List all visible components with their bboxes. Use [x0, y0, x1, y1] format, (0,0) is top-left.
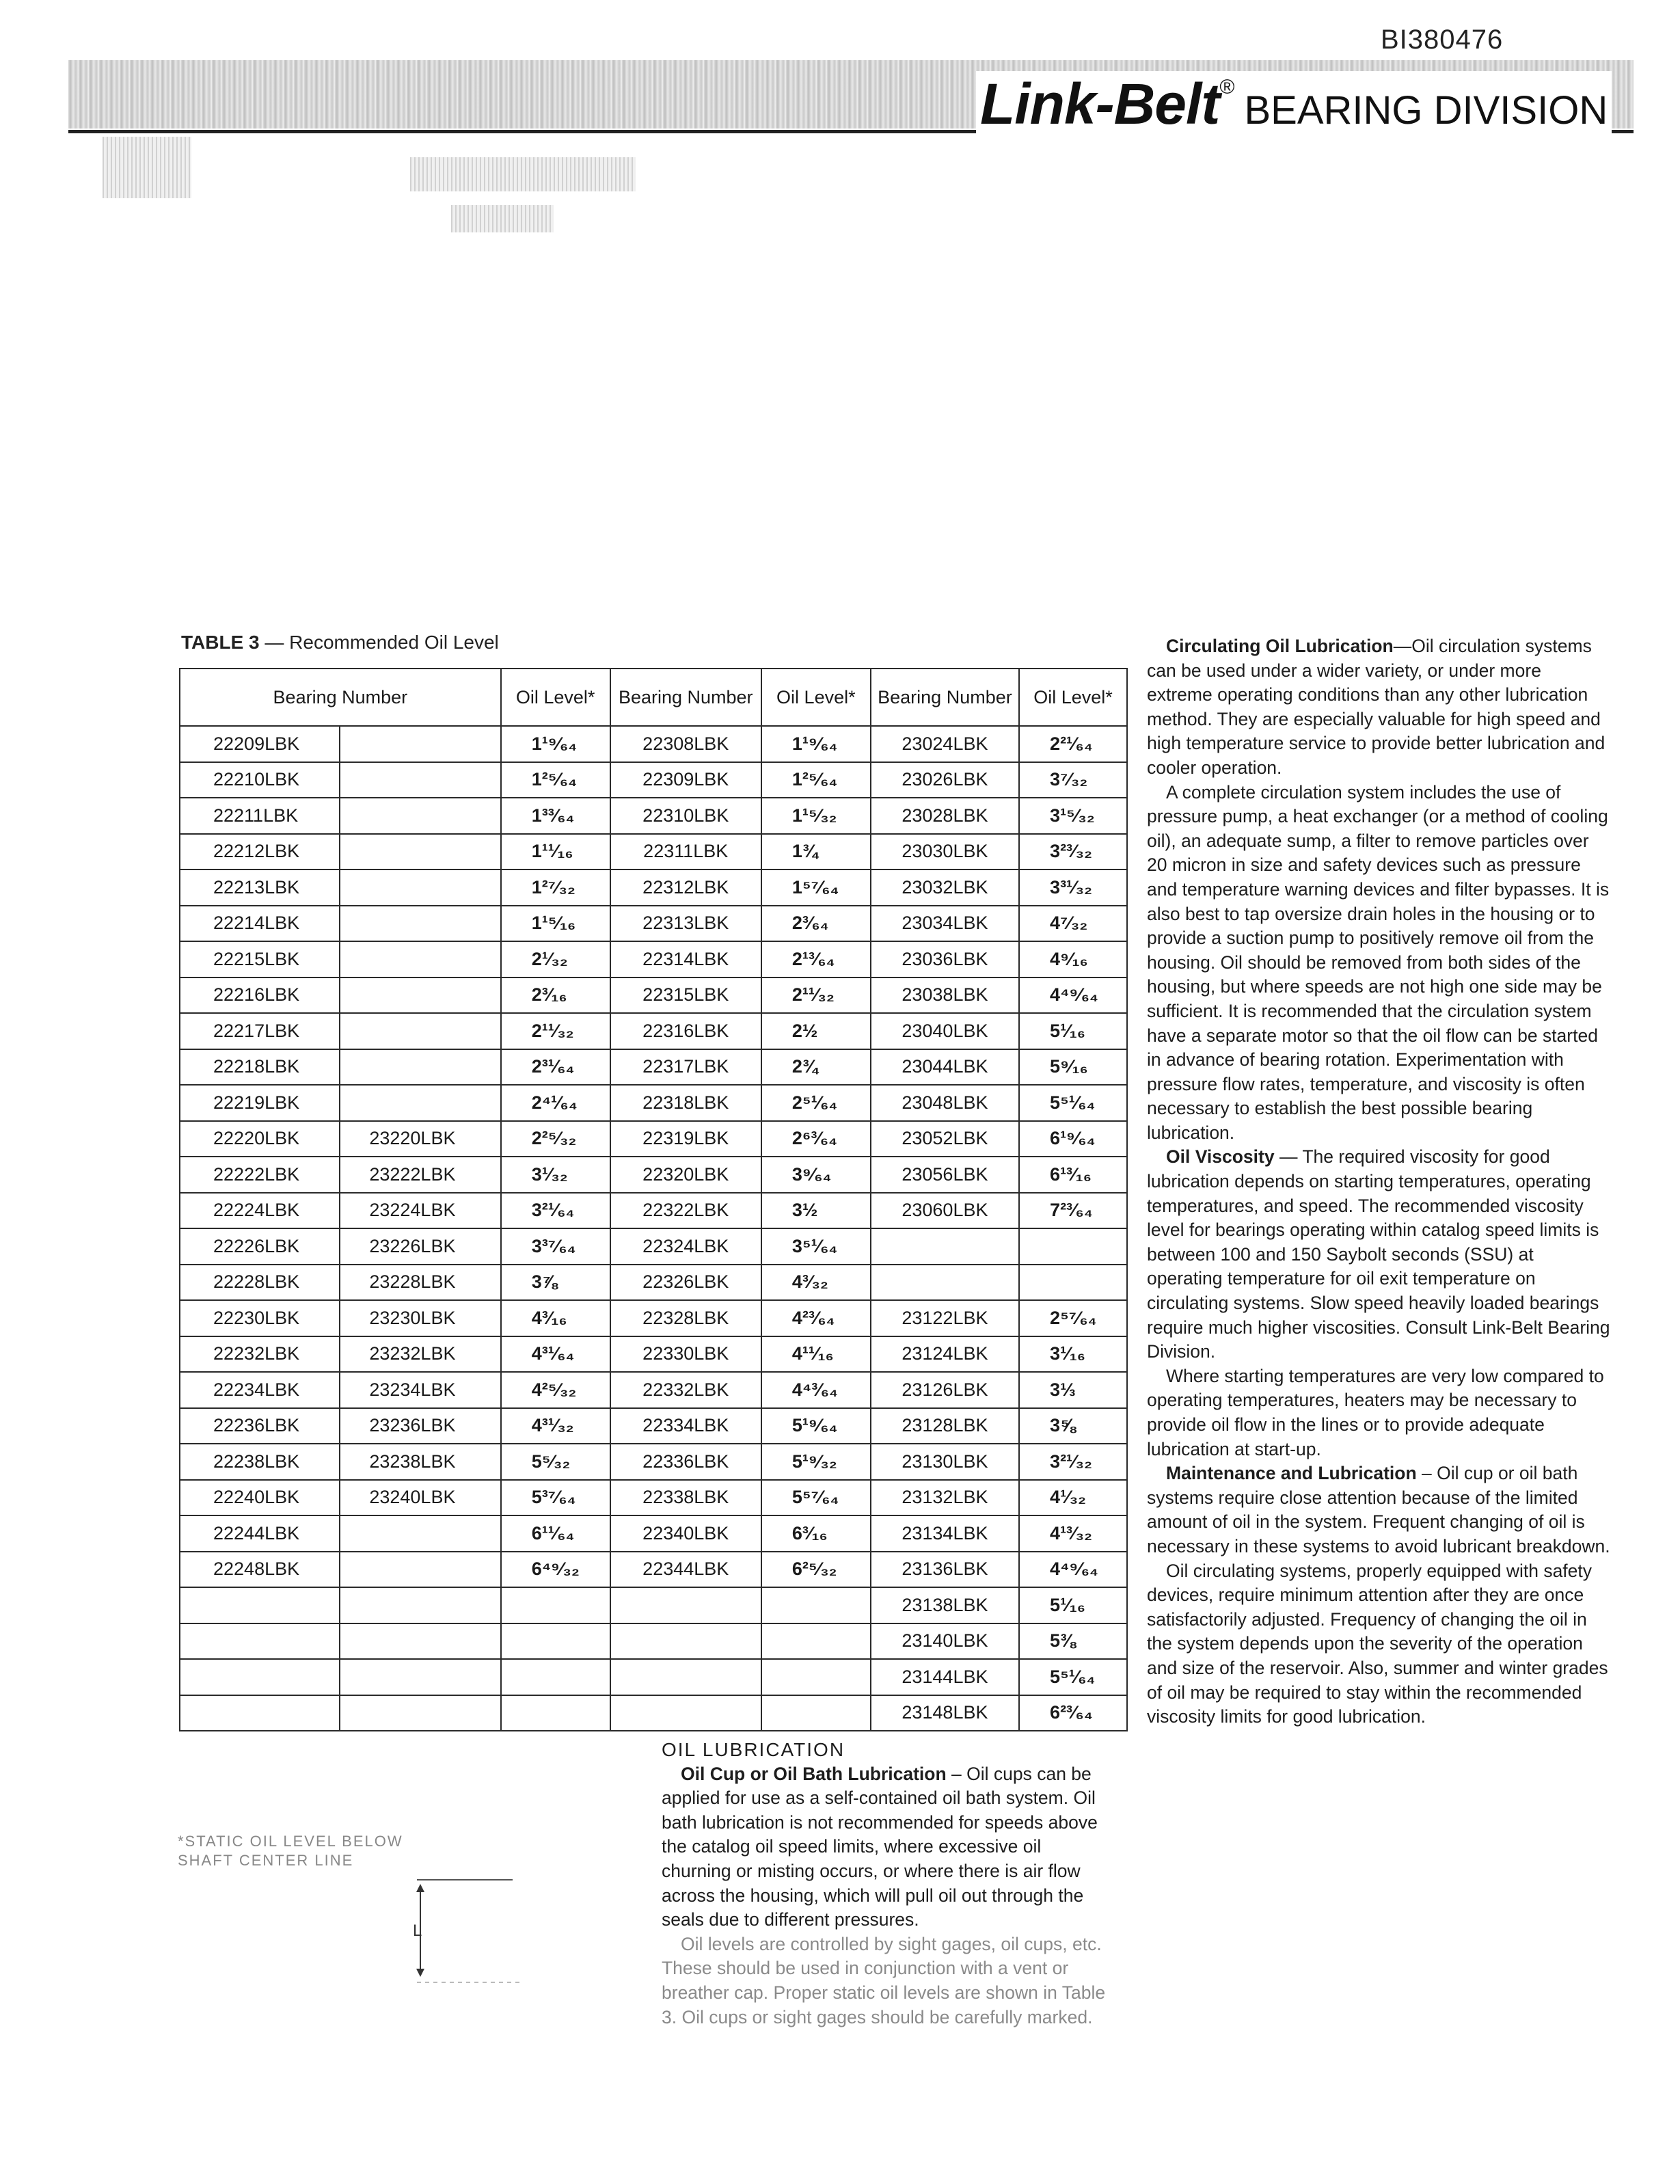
table-cell: [501, 1659, 610, 1695]
table-cell: 2²¹⁄₆₄: [1019, 726, 1127, 762]
table-row: [180, 834, 1127, 870]
table-row: [180, 1515, 1127, 1552]
table-row: [180, 1372, 1127, 1408]
header-bearing-number-3: Bearing Number: [871, 669, 1019, 726]
table-cell: 2¾: [761, 1049, 871, 1086]
table-cell: 22319LBK: [610, 1121, 761, 1157]
table-cell: 23236LBK: [340, 1408, 500, 1444]
table-cell: 3³¹⁄₃₂: [1019, 869, 1127, 906]
table-cell: 23034LBK: [871, 906, 1019, 942]
table-cell: 22236LBK: [180, 1408, 340, 1444]
table-cell: 22314LBK: [610, 941, 761, 978]
table-cell: 1¹⁵⁄₁₆: [501, 906, 610, 942]
division-name: BEARING DIVISION: [1244, 88, 1608, 133]
table-row: [180, 1444, 1127, 1480]
table-title-text: — Recommended Oil Level: [259, 632, 499, 653]
heading-viscosity: Oil Viscosity: [1166, 1146, 1275, 1168]
table-cell: [1019, 1228, 1127, 1265]
heading-circulating: Circulating Oil Lubrication: [1166, 636, 1394, 656]
table-cell: [180, 1623, 340, 1660]
table-cell: 23028LBK: [871, 798, 1019, 834]
table-cell: 22224LBK: [180, 1193, 340, 1229]
table-cell: 3²³⁄₃₂: [1019, 834, 1127, 870]
table-cell: 3¹⁄₃₂: [501, 1157, 610, 1193]
arrow-up-icon: [416, 1884, 424, 1892]
table-cell: [340, 798, 500, 834]
table-cell: [501, 1695, 610, 1731]
table-cell: 22209LBK: [180, 726, 340, 762]
table-cell: [340, 1695, 500, 1731]
table-cell: 23144LBK: [871, 1659, 1019, 1695]
table-cell: [340, 906, 500, 942]
table-cell: 23228LBK: [340, 1265, 500, 1301]
table-row: [180, 941, 1127, 978]
table-cell: [761, 1623, 871, 1660]
document-id: BI380476: [1381, 25, 1504, 55]
table-cell: 23148LBK: [871, 1695, 1019, 1731]
brand-logo: [976, 71, 1612, 137]
heading-maintenance: Maintenance and Lubrication: [1166, 1463, 1417, 1484]
table-cell: [761, 1695, 871, 1731]
table-cell: 23238LBK: [340, 1444, 500, 1480]
table-cell: [340, 869, 500, 906]
table-cell: 1⁵⁷⁄₆₄: [761, 869, 871, 906]
table-cell: 2²⁵⁄₃₂: [501, 1121, 610, 1157]
table-cell: 22210LBK: [180, 762, 340, 798]
table-cell: [610, 1587, 761, 1623]
table-cell: 22344LBK: [610, 1552, 761, 1588]
table-cell: 4¹¹⁄₁₆: [761, 1336, 871, 1373]
table-cell: 23036LBK: [871, 941, 1019, 978]
table-row: [180, 1336, 1127, 1373]
table-cell: 2¹¹⁄₃₂: [501, 1013, 610, 1049]
table-title-number: TABLE 3: [181, 632, 260, 653]
table-cell: 22332LBK: [610, 1372, 761, 1408]
table-row: [180, 1552, 1127, 1588]
table-cell: 3⁹⁄₆₄: [761, 1157, 871, 1193]
table-cell: 4³¹⁄₆₄: [501, 1336, 610, 1373]
paragraph-oil-cup: [662, 1762, 1113, 1932]
table-cell: [340, 1587, 500, 1623]
table-title: [181, 632, 499, 653]
table-cell: 22317LBK: [610, 1049, 761, 1086]
table-cell: 2⁶³⁄₆₄: [761, 1121, 871, 1157]
table-cell: [340, 762, 500, 798]
table-cell: 22215LBK: [180, 941, 340, 978]
table-cell: 23232LBK: [340, 1336, 500, 1373]
table-cell: 4²⁵⁄₃₂: [501, 1372, 610, 1408]
table-cell: [340, 1049, 500, 1086]
table-cell: 22334LBK: [610, 1408, 761, 1444]
table-cell: 2¹¹⁄₃₂: [761, 978, 871, 1014]
table-cell: 4³⁄₃₂: [761, 1265, 871, 1301]
table-cell: 22214LBK: [180, 906, 340, 942]
oil-level-diagram: [178, 1757, 533, 2017]
oil-level-table: [179, 668, 1128, 1731]
table-cell: 5⁵¹⁄₆₄: [1019, 1659, 1127, 1695]
table-cell: 23224LBK: [340, 1193, 500, 1229]
table-cell: 2½: [761, 1013, 871, 1049]
table-cell: 2³⁄₁₆: [501, 978, 610, 1014]
table-cell: 22340LBK: [610, 1515, 761, 1552]
paragraph-viscosity: [1147, 1145, 1612, 1364]
table-cell: 23220LBK: [340, 1121, 500, 1157]
table-row: [180, 726, 1127, 762]
header-oil-level-2: Oil Level*: [761, 669, 871, 726]
table-cell: 5⁵⁄₃₂: [501, 1444, 610, 1480]
table-cell: 4⁴⁹⁄₆₄: [1019, 1552, 1127, 1588]
table-cell: 22238LBK: [180, 1444, 340, 1480]
table-cell: 22226LBK: [180, 1228, 340, 1265]
table-cell: 23136LBK: [871, 1552, 1019, 1588]
diagram-marker: L: [413, 1922, 422, 1940]
heading-oil-cup: Oil Cup or Oil Bath Lubrication: [681, 1763, 947, 1784]
table-cell: 1¾: [761, 834, 871, 870]
header-oil-level: Oil Level*: [501, 669, 610, 726]
table-cell: [180, 1587, 340, 1623]
table-row: [180, 1157, 1127, 1193]
scan-noise: [451, 205, 554, 232]
paragraph-starting-temperatures: Where starting temperatures are very low compared to operating temperatures, heaters may be necessary to provide oil flow in the lines or to provide adequate lubrication at start-up.: [1147, 1365, 1604, 1459]
table-row: [180, 906, 1127, 942]
table-cell: 3⁷⁄₃₂: [1019, 762, 1127, 798]
header-bearing-number-2: Bearing Number: [610, 669, 761, 726]
table-cell: 4⁴⁹⁄₆₄: [1019, 978, 1127, 1014]
table-cell: [180, 1659, 340, 1695]
table-cell: 23056LBK: [871, 1157, 1019, 1193]
table-cell: [180, 1695, 340, 1731]
table-cell: [340, 834, 500, 870]
table-cell: [610, 1695, 761, 1731]
table-cell: 3⁵¹⁄₆₄: [761, 1228, 871, 1265]
table-cell: 22216LBK: [180, 978, 340, 1014]
table-row: [180, 1121, 1127, 1157]
table-cell: 22230LBK: [180, 1300, 340, 1336]
table-cell: 6¹⁹⁄₆₄: [1019, 1121, 1127, 1157]
paragraph-circulation-system: A complete circulation system includes the use of pressure pump, a heat exchanger (or a method of cooling oil), an adequate sump, a filter to remove particles over 20 micron in size and safety devices such as pressure and temperature warning devices and filter bypasses. It is also best to tap oversize drain holes in the housing or to provide a suction pump to positively remove oil from the housing. Oil should be removed from both sides of the housing, but where speeds are not high one side may be sufficient. It is recommended that the circulation system have a separate motor so that the oil flow can be started in advance of bearing rotation. Experimentation with pressure flow rates, temperature, and viscosity is often necessary to establish the best possible bearing lubrication.: [1147, 781, 1610, 1143]
table-cell: 4⁷⁄₃₂: [1019, 906, 1127, 942]
text-viscosity: — The required viscosity for good lubrication depends on starting temperatures, operating temperatures, and speed. The recommended viscosity level for bearings operating within catalog speed limits is between 100 and 150 Saybolt seconds (SSU) at operating temperature for oil exit temperature on circulating systems. Slow speed heavily loaded bearings require much higher viscosities. Consult Link-Belt Bearing Division.: [1147, 1146, 1610, 1362]
table-row: [180, 1300, 1127, 1336]
table-cell: 22315LBK: [610, 978, 761, 1014]
table-cell: 3½: [761, 1193, 871, 1229]
table-cell: 22232LBK: [180, 1336, 340, 1373]
table-cell: 23032LBK: [871, 869, 1019, 906]
table-cell: 3²¹⁄₃₂: [1019, 1444, 1127, 1480]
table-cell: [340, 1552, 500, 1588]
arrow-down-icon: [416, 1969, 424, 1977]
table-cell: 6¹¹⁄₆₄: [501, 1515, 610, 1552]
table-cell: 1¹⁵⁄₃₂: [761, 798, 871, 834]
table-cell: 4³⁄₁₆: [501, 1300, 610, 1336]
table-cell: 23048LBK: [871, 1085, 1019, 1121]
table-cell: 23138LBK: [871, 1587, 1019, 1623]
table-cell: 23038LBK: [871, 978, 1019, 1014]
table-row: [180, 1085, 1127, 1121]
table-header-row: [180, 669, 1127, 726]
table-cell: 4⁴³⁄₆₄: [761, 1372, 871, 1408]
diagram-label-line-2: SHAFT CENTER LINE: [178, 1852, 354, 1869]
table-cell: 22336LBK: [610, 1444, 761, 1480]
table-cell: 3⅞: [501, 1265, 610, 1301]
table-cell: 2⁵⁷⁄₆₄: [1019, 1300, 1127, 1336]
table-cell: 23134LBK: [871, 1515, 1019, 1552]
table-row: [180, 869, 1127, 906]
table-cell: 22318LBK: [610, 1085, 761, 1121]
table-cell: 22217LBK: [180, 1013, 340, 1049]
table-cell: 5¹⁹⁄₆₄: [761, 1408, 871, 1444]
table-cell: 23230LBK: [340, 1300, 500, 1336]
table-cell: 23126LBK: [871, 1372, 1019, 1408]
table-cell: 22212LBK: [180, 834, 340, 870]
table-cell: 23124LBK: [871, 1336, 1019, 1373]
table-cell: 23044LBK: [871, 1049, 1019, 1086]
table-cell: 23122LBK: [871, 1300, 1019, 1336]
table-cell: 22326LBK: [610, 1265, 761, 1301]
table-cell: 23052LBK: [871, 1121, 1019, 1157]
table-cell: [871, 1265, 1019, 1301]
header-bearing-number: Bearing Number: [180, 669, 501, 726]
table-row: [180, 1587, 1127, 1623]
header-oil-level-3: Oil Level*: [1019, 669, 1127, 726]
text-maintenance: – Oil cup or oil bath systems require close attention because of the limited amount of oil in the system. Frequent changing of oil is necessary in these systems to avoid lubricant breakdown.: [1147, 1463, 1610, 1556]
table-row: [180, 1623, 1127, 1660]
table-cell: [761, 1659, 871, 1695]
table-cell: 22219LBK: [180, 1085, 340, 1121]
table-cell: 6³⁄₁₆: [761, 1515, 871, 1552]
table-cell: [340, 1659, 500, 1695]
table-cell: 3²¹⁄₆₄: [501, 1193, 610, 1229]
table-cell: 23222LBK: [340, 1157, 500, 1193]
table-cell: 22240LBK: [180, 1480, 340, 1516]
table-cell: 23140LBK: [871, 1623, 1019, 1660]
table-cell: 2³⁄₆₄: [761, 906, 871, 942]
table-cell: 22324LBK: [610, 1228, 761, 1265]
table-row: [180, 798, 1127, 834]
table-cell: [761, 1587, 871, 1623]
table-cell: 23040LBK: [871, 1013, 1019, 1049]
table-cell: 3³⁷⁄₆₄: [501, 1228, 610, 1265]
table-cell: 22228LBK: [180, 1265, 340, 1301]
table-cell: [340, 1013, 500, 1049]
table-cell: 3⅓: [1019, 1372, 1127, 1408]
table-row: [180, 1408, 1127, 1444]
table-cell: 2³¹⁄₆₄: [501, 1049, 610, 1086]
table-cell: [340, 941, 500, 978]
table-row: [180, 1049, 1127, 1086]
table-cell: [340, 726, 500, 762]
table-cell: [610, 1659, 761, 1695]
table-cell: 3⅝: [1019, 1408, 1127, 1444]
table-cell: 22211LBK: [180, 798, 340, 834]
table-cell: 23234LBK: [340, 1372, 500, 1408]
table-cell: 6¹³⁄₁₆: [1019, 1157, 1127, 1193]
table-cell: 22338LBK: [610, 1480, 761, 1516]
table-cell: [501, 1587, 610, 1623]
table-cell: 5¹⁄₁₆: [1019, 1587, 1127, 1623]
paragraph-oil-circulating-systems: Oil circulating systems, properly equipped with safety devices, require minimum attention after they are once satisfactorily adjusted. Frequency of changing the oil in the system depends upon the severity of the operation and size of the reservoir. Also, summer and winter grades of oil may be required to stay within the recommended viscosity limits for good lubrication.: [1147, 1560, 1608, 1727]
table-cell: 22311LBK: [610, 834, 761, 870]
table-cell: 2⁴¹⁄₆₄: [501, 1085, 610, 1121]
table-cell: 4²³⁄₆₄: [761, 1300, 871, 1336]
table-cell: 23060LBK: [871, 1193, 1019, 1229]
table-cell: [871, 1228, 1019, 1265]
table-cell: 2¹³⁄₆₄: [761, 941, 871, 978]
table-cell: 22234LBK: [180, 1372, 340, 1408]
table-cell: 23130LBK: [871, 1444, 1019, 1480]
table-row: [180, 1480, 1127, 1516]
table-cell: 5¹⁄₁₆: [1019, 1013, 1127, 1049]
table-body: [180, 726, 1127, 1731]
table-cell: 22313LBK: [610, 906, 761, 942]
table-cell: 1²⁵⁄₆₄: [501, 762, 610, 798]
table-cell: 4⁹⁄₁₆: [1019, 941, 1127, 978]
table-row: [180, 1193, 1127, 1229]
table-cell: [340, 1515, 500, 1552]
table-cell: 1²⁷⁄₃₂: [501, 869, 610, 906]
table-cell: 1¹⁹⁄₆₄: [501, 726, 610, 762]
table-row: [180, 1228, 1127, 1265]
scan-noise: [410, 157, 636, 191]
table-cell: 22312LBK: [610, 869, 761, 906]
table-cell: 3¹⁄₁₆: [1019, 1336, 1127, 1373]
text-circulating: —Oil circulation systems can be used under a wider variety, or under more extreme operating conditions than any other lubrication method. They are especially valuable for high speed and high temperature service to provide better lubrication and cooler operation.: [1147, 636, 1606, 778]
table-cell: 23024LBK: [871, 726, 1019, 762]
table-cell: [1019, 1265, 1127, 1301]
table-cell: 22213LBK: [180, 869, 340, 906]
middle-column-text: [662, 1738, 1113, 2030]
table-cell: 22316LBK: [610, 1013, 761, 1049]
table-cell: [340, 978, 500, 1014]
table-cell: 22322LBK: [610, 1193, 761, 1229]
table-cell: 4¹⁄₃₂: [1019, 1480, 1127, 1516]
table-cell: 1¹¹⁄₁₆: [501, 834, 610, 870]
table-cell: 1²⁵⁄₆₄: [761, 762, 871, 798]
diagram-label-line-1: *STATIC OIL LEVEL BELOW: [178, 1833, 403, 1850]
brand-name: Link-Belt: [980, 72, 1220, 136]
paragraph-maintenance: [1147, 1461, 1612, 1559]
scan-noise: [103, 137, 191, 198]
table-cell: 22330LBK: [610, 1336, 761, 1373]
table-cell: 22248LBK: [180, 1552, 340, 1588]
table-cell: 22328LBK: [610, 1300, 761, 1336]
table-row: [180, 762, 1127, 798]
table-cell: 22220LBK: [180, 1121, 340, 1157]
paragraph-circulating: [1147, 634, 1612, 781]
table-cell: 4³¹⁄₃₂: [501, 1408, 610, 1444]
registered-mark: ®: [1219, 76, 1235, 98]
right-column-text: [1147, 634, 1612, 1729]
table-cell: 22310LBK: [610, 798, 761, 834]
table-cell: 23030LBK: [871, 834, 1019, 870]
table-cell: 7²³⁄₆₄: [1019, 1193, 1127, 1229]
table-cell: 22222LBK: [180, 1157, 340, 1193]
text-oil-cup: – Oil cups can be applied for use as a self-contained oil bath system. Oil bath lubrication is not recommended for speeds above the catalog oil speed limits, where excessive oil churning or misting occurs, or where there is air flow across the housing, which will pull oil out through the seals due to different pressures.: [662, 1763, 1098, 1930]
table-cell: 5³⁷⁄₆₄: [501, 1480, 610, 1516]
table-cell: 22320LBK: [610, 1157, 761, 1193]
table-cell: 23026LBK: [871, 762, 1019, 798]
table-cell: 22309LBK: [610, 762, 761, 798]
table-cell: 22218LBK: [180, 1049, 340, 1086]
table-cell: 5⅜: [1019, 1623, 1127, 1660]
table-cell: 23128LBK: [871, 1408, 1019, 1444]
section-title-oil-lubrication: OIL LUBRICATION: [662, 1739, 845, 1760]
table-cell: [501, 1623, 610, 1660]
table-cell: 23240LBK: [340, 1480, 500, 1516]
table-cell: 5⁹⁄₁₆: [1019, 1049, 1127, 1086]
table-cell: 6²⁵⁄₃₂: [761, 1552, 871, 1588]
table-cell: 2⁵¹⁄₆₄: [761, 1085, 871, 1121]
table-cell: 23226LBK: [340, 1228, 500, 1265]
table-row: [180, 1695, 1127, 1731]
table-cell: 5⁵¹⁄₆₄: [1019, 1085, 1127, 1121]
table-cell: 3¹⁵⁄₃₂: [1019, 798, 1127, 834]
table-cell: 6²³⁄₆₄: [1019, 1695, 1127, 1731]
table-cell: 1³³⁄₆₄: [501, 798, 610, 834]
table-cell: [340, 1623, 500, 1660]
table-row: [180, 978, 1127, 1014]
table-cell: 2¹⁄₃₂: [501, 941, 610, 978]
table-row: [180, 1659, 1127, 1695]
table-cell: 22308LBK: [610, 726, 761, 762]
table-cell: [340, 1085, 500, 1121]
table-row: [180, 1013, 1127, 1049]
table-cell: 1¹⁹⁄₆₄: [761, 726, 871, 762]
diagram-graphic: [178, 1757, 533, 2017]
table-cell: 23132LBK: [871, 1480, 1019, 1516]
table-cell: 4¹³⁄₃₂: [1019, 1515, 1127, 1552]
table-cell: 5¹⁹⁄₃₂: [761, 1444, 871, 1480]
table-cell: [610, 1623, 761, 1660]
table-row: [180, 1265, 1127, 1301]
table-cell: 5⁵⁷⁄₆₄: [761, 1480, 871, 1516]
paragraph-oil-levels: Oil levels are controlled by sight gages, oil cups, etc. These should be used in conjunction with a vent or breather cap. Proper static oil levels are shown in Table 3. Oil cups or sight gages should be carefully marked.: [662, 1933, 1106, 2027]
table-cell: 6⁴⁹⁄₃₂: [501, 1552, 610, 1588]
table-cell: 22244LBK: [180, 1515, 340, 1552]
